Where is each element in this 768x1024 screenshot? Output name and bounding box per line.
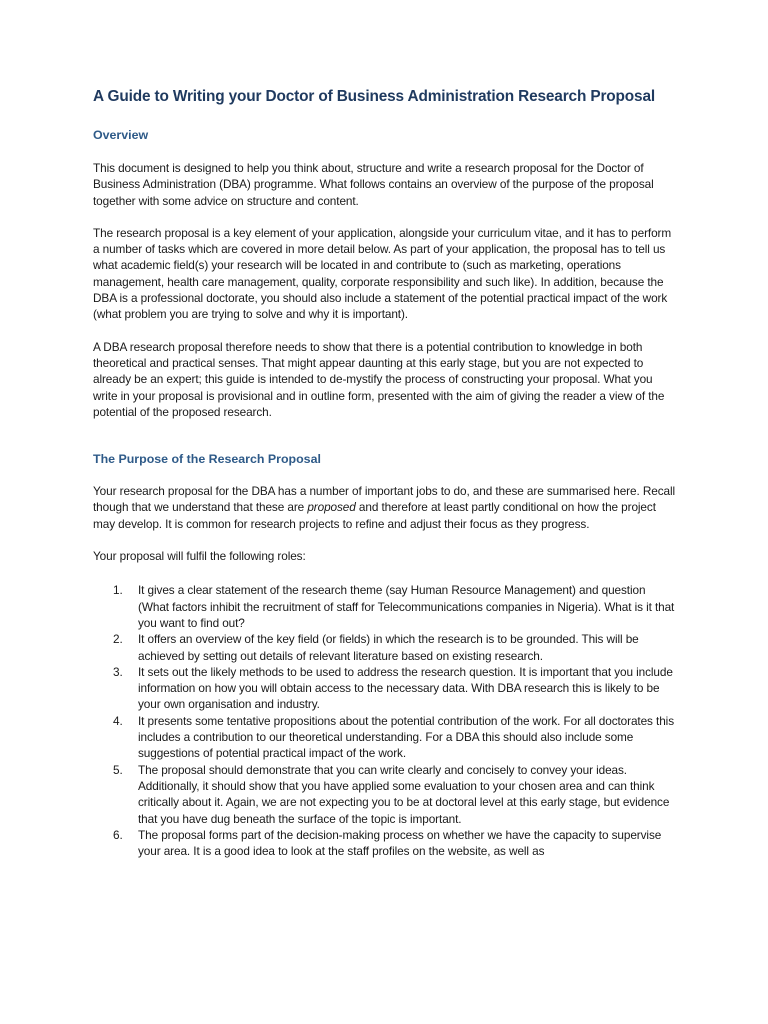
list-item-number: 5. [113,762,123,777]
purpose-intro-paragraph [93,483,678,532]
list-item-number: 3. [113,664,123,679]
purpose-heading: The Purpose of the Research Proposal [93,452,321,467]
overview-heading: Overview [93,128,149,142]
list-item-text: It gives a clear statement of the research theme (say Human Resource Management) and question (What factors inhibit the recruitment of staff for Telecommunications companies in Nigeria). What is it that you want to find out? [138,583,675,630]
list-item [93,664,678,713]
list-item-text: It sets out the likely methods to be used to address the research question. It is important that you include information on how you will obtain access to the necessary data. With DBA research this is likely to be your own organisation and industry. [138,664,673,712]
purpose-intro-emphasis: proposed [307,500,356,515]
list-item [93,631,678,664]
list-item-text: It presents some tentative propositions about the potential contribution of the work. For all doctorates this includes a contribution to our theoretical understanding. For a DBA this should also include some suggestions of potential practical impact of the work. [138,713,674,761]
list-item-number: 6. [113,827,123,842]
list-item-number: 2. [113,632,123,647]
list-item-text: The proposal should demonstrate that you can write clearly and concisely to convey your ideas. Additionally, it should show that you have applied some evaluation to your chosen area and can think critically about it. Again, we are not expecting you to be at doctoral level at this early stage, but evidence that you have dug beneath the surface of the topic is important. [138,762,670,826]
list-item-text: It offers an overview of the key field (or fields) in which the research is to be grounded. This will be achieved by setting out details of relevant literature based on existing research. [138,632,639,663]
list-item-text: The proposal forms part of the decision-making process on whether we have the capacity to supervise your area. It is a good idea to look at the staff profiles on the website, as well as [138,827,662,859]
roles-intro: Your proposal will fulfil the following roles: [93,549,306,564]
document-title: A Guide to Writing your Doctor of Business Administration Research Proposal [93,88,655,105]
list-item [93,582,678,631]
list-item [93,827,678,860]
list-item [93,762,678,827]
list-item-number: 4. [113,713,123,728]
list-item-number: 1. [113,583,123,598]
overview-paragraph-1: This document is designed to help you think about, structure and write a research proposal for the Doctor of Business Administration (DBA) programme. What follows contains an overview of the purpose of the proposal together with some advice on structure and content. [93,161,654,208]
purpose-intro-text-end: and therefore at least partly conditional on how the project may develop. It is common for research projects to refine and adjust their focus as they progress. [93,500,656,531]
overview-paragraph-3: A DBA research proposal therefore needs to show that there is a potential contribution to knowledge in both theoretical and practical senses. That might appear daunting at this early stage, but you are not expected to already be an expert; this guide is intended to de-mystify the process of constructing your proposal. What you write in your proposal is provisional and in outline form, presented with the aim of giving the reader a view of the potential of the proposed research. [93,339,665,419]
document-body [93,86,678,859]
roles-list [93,582,678,859]
overview-paragraph-2: The research proposal is a key element of your application, alongside your curriculum vitae, and it has to perform a number of tasks which are covered in more detail below. As part of your application, the proposal has to tell us what academic field(s) your research will be located in and contribute to (such as marketing, operations management, health care management, quality, corporate responsibility and such like). In addition, because the DBA is a professional doctorate, you should also include a statement of the potential practical impact of the work (what problem you are trying to solve and why it is important). [93,225,672,322]
purpose-intro-text-start: Your research proposal for the DBA has a number of important jobs to do, and these are summarised here. Recall though that we understand that these are [93,484,676,515]
list-item [93,713,678,762]
